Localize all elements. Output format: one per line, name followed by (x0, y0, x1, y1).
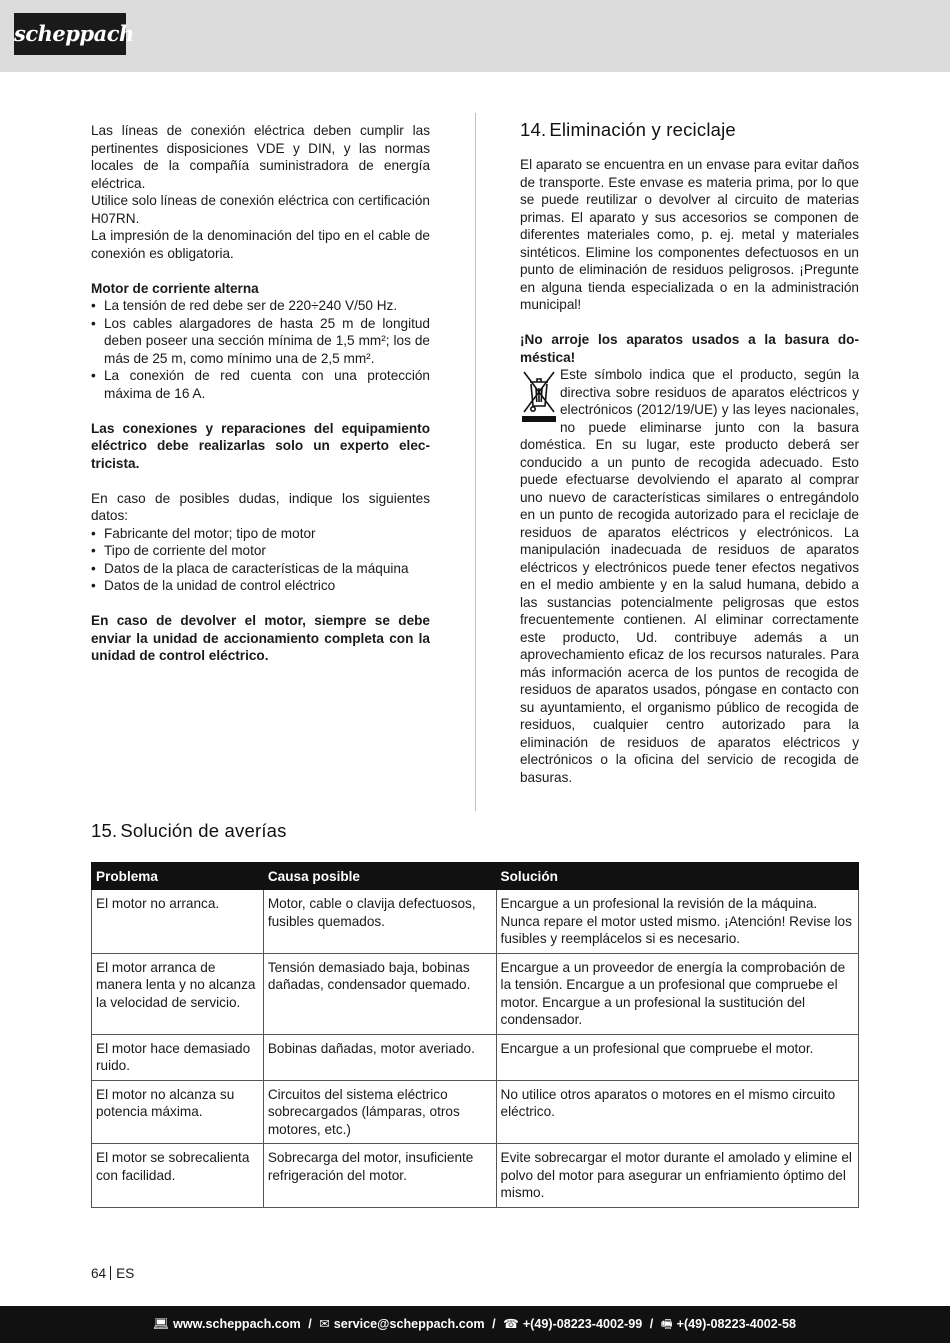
motor-ac-list (91, 297, 430, 402)
doubts-intro: En caso de posibles dudas, indique los siguientes datos: (91, 490, 430, 523)
footer-separator: / (308, 1317, 312, 1331)
list-item: • Datos de la placa de características de la máquina (91, 560, 430, 578)
packaging-paragraph: El aparato se encuentra en un envase para evitar daños de transporte. Este envase es materia prima, por lo que se puede reutilizar o devolver al circuito de materias primas. El aparato y sus accesorios se componen de diferentes materiales como, p. ej. metal y materiales sintéticos. Elimine los componentes defectuosos en un punto de eliminación de residuos peligrosos. ¡Pregunte en alguna tienda especializada o en la administración municipal! (520, 157, 859, 312)
footer-contact (153, 1306, 796, 1343)
list-item: • Fabricante del motor; tipo de motor (91, 525, 430, 543)
column-divider (475, 113, 476, 811)
list-item: • La tensión de red debe ser de 220÷240 V/50 Hz. (91, 297, 430, 315)
paragraph-cable-certification: Utilice solo líneas de conexión eléctrica con certificación H07RN. (91, 193, 430, 226)
table-row (92, 1034, 859, 1080)
footer-separator: / (492, 1317, 496, 1331)
table-header-row (92, 863, 859, 890)
table-row (92, 953, 859, 1034)
table-cell: No utilice otros aparatos o motores en el mismo circuito eléctrico. (496, 1080, 858, 1144)
telephone-icon: ☎︎ (503, 1317, 519, 1331)
doubts-list (91, 525, 430, 595)
section-14-heading (520, 119, 859, 141)
return-motor-note: En caso de devolver el motor, siempre se debe enviar la unidad de accionamiento completa con la unidad de control eléctrico. (91, 613, 430, 663)
section-15-heading (91, 820, 287, 842)
page-number-divider (110, 1266, 111, 1280)
table-cell: Sobrecarga del motor, insuficiente refrigeración del motor. (263, 1144, 496, 1208)
footer-email-link[interactable]: service@scheppach.com (333, 1317, 485, 1331)
list-item: • Los cables alargadores de hasta 25 m de longitud deben poseer una sección mínima de 1,5 mm²; los de más de 25 m, como mínimo una de 2,5 mm². (91, 315, 430, 368)
column-header-problem: Problema (92, 863, 264, 890)
table-cell: Tensión demasiado baja, bobinas dañadas, condensador quemado. (263, 953, 496, 1034)
column-header-cause: Causa posible (263, 863, 496, 890)
section-title: Solución de averías (120, 820, 287, 841)
table-cell: El motor se sobrecalienta con facilidad. (92, 1144, 264, 1208)
fax-icon: 🖷︎ (660, 1317, 673, 1331)
table-cell: El motor hace demasiado ruido. (92, 1034, 264, 1080)
troubleshooting-table (91, 862, 859, 1208)
list-item: • Datos de la unidad de control eléctrico (91, 577, 430, 595)
page-number (91, 1265, 134, 1282)
household-waste-warning: ¡No arroje los aparatos usados a la basura doméstica! (520, 332, 859, 365)
footer-band (0, 1306, 950, 1343)
table-cell: El motor arranca de manera lenta y no alcanza la velocidad de servicio. (92, 953, 264, 1034)
left-column (91, 122, 430, 665)
column-header-solution: Solución (496, 863, 858, 890)
section-number: 15. (91, 820, 118, 841)
paragraph-type-designation: La impresión de la denominación del tipo en el cable de conexión es obligatoria. (91, 228, 430, 261)
motor-ac-heading: Motor de corriente alterna (91, 280, 259, 296)
weee-paragraph: Este símbolo indica que el producto, según la directiva sobre residuos de aparatos eléctricos y electrónicos (2012/19/UE) y las leyes nacionales, no puede eliminarse junto con la basura doméstica. En su lugar, este producto deberá ser conducido a un punto de recogida adecuado. Esto puede efectuarse devolviendo el aparato al comprar uno nuevo de características similares o entregándolo en un punto de recogida autorizado para el reciclaje de residuos de aparatos eléctricos y electrónicos. La manipulación inadecuada de residuos de aparatos eléctricos y electrónicos puede tener efectos negativos en el medio ambiente y en la salud humana, debido a las sustancias potencialmente peligrosas que estos frecuentemente contienen. Al eliminar correctamente este producto, Ud. contribuye además a un aprovechamiento eficaz de los recursos naturales. Para más información acerca de los puntos de recogida de residuos de aparatos usados, póngase en contacto con su ayuntamiento, el organismo público de recogida de residuos, cualquier centro autorizado para la eliminación de residuos de aparatos eléctricos y electrónicos o la oficina del servicio de recogida de basuras. (520, 367, 859, 785)
paragraph-cable-norms: Las líneas de conexión eléctrica deben cumplir las pertinentes disposiciones VDE y DIN, y las normas locales de la compañía suministradora de energía eléctrica. (91, 123, 430, 191)
header-band (0, 0, 950, 72)
table-cell: Bobinas dañadas, motor averiado. (263, 1034, 496, 1080)
table-cell: Encargue a un profesional la revisión de la máquina. Nunca repare el motor usted mismo. ¡Atención! Revise los fusibles y reemplácelos si es necesario. (496, 890, 858, 954)
right-column (520, 119, 859, 786)
table-cell: El motor no alcanza su potencia máxima. (92, 1080, 264, 1144)
crossed-out-wheelie-bin-icon (520, 368, 558, 424)
table-row (92, 890, 859, 954)
table-cell: Encargue a un proveedor de energía la comprobación de la tensión. Encargue a un profesional que compruebe el motor. Encargue a un profesional la sustitución del condensador. (496, 953, 858, 1034)
mail-icon: ✉︎ (319, 1317, 330, 1331)
list-item: • La conexión de red cuenta con una protección máxima de 16 A. (91, 367, 430, 402)
laptop-icon: 💻︎ (153, 1317, 170, 1331)
table-cell: Evite sobrecargar el motor durante el amolado y elimine el polvo del motor para asegurar un enfriamiento óptimo del mismo. (496, 1144, 858, 1208)
page-language: ES (116, 1266, 135, 1281)
footer-fax: +(49)-08223-4002-58 (676, 1317, 796, 1331)
footer-phone: +(49)-08223-4002-99 (522, 1317, 643, 1331)
footer-separator: / (649, 1317, 654, 1331)
table-cell: Circuitos del sistema eléctrico sobrecargados (lámparas, otros motores, etc.) (263, 1080, 496, 1144)
table-cell: El motor no arranca. (92, 890, 264, 954)
table-cell: Motor, cable o clavija defectuosos, fusibles quemados. (263, 890, 496, 954)
table-cell: Encargue a un profesional que compruebe el motor. (496, 1034, 858, 1080)
page-number-value: 64 (91, 1266, 107, 1281)
scheppach-logo: scheppach (14, 13, 126, 55)
section-title: Eliminación y reciclaje (549, 119, 736, 140)
list-item: • Tipo de corriente del motor (91, 542, 430, 560)
electrician-warning: Las conexiones y reparaciones del equipamiento eléctrico debe realizarlas solo un experto electricista. (91, 420, 430, 471)
weee-block (520, 366, 859, 786)
table-row (92, 1080, 859, 1144)
table-row (92, 1144, 859, 1208)
footer-website-link[interactable]: www.scheppach.com (173, 1317, 301, 1331)
section-number: 14. (520, 119, 547, 140)
